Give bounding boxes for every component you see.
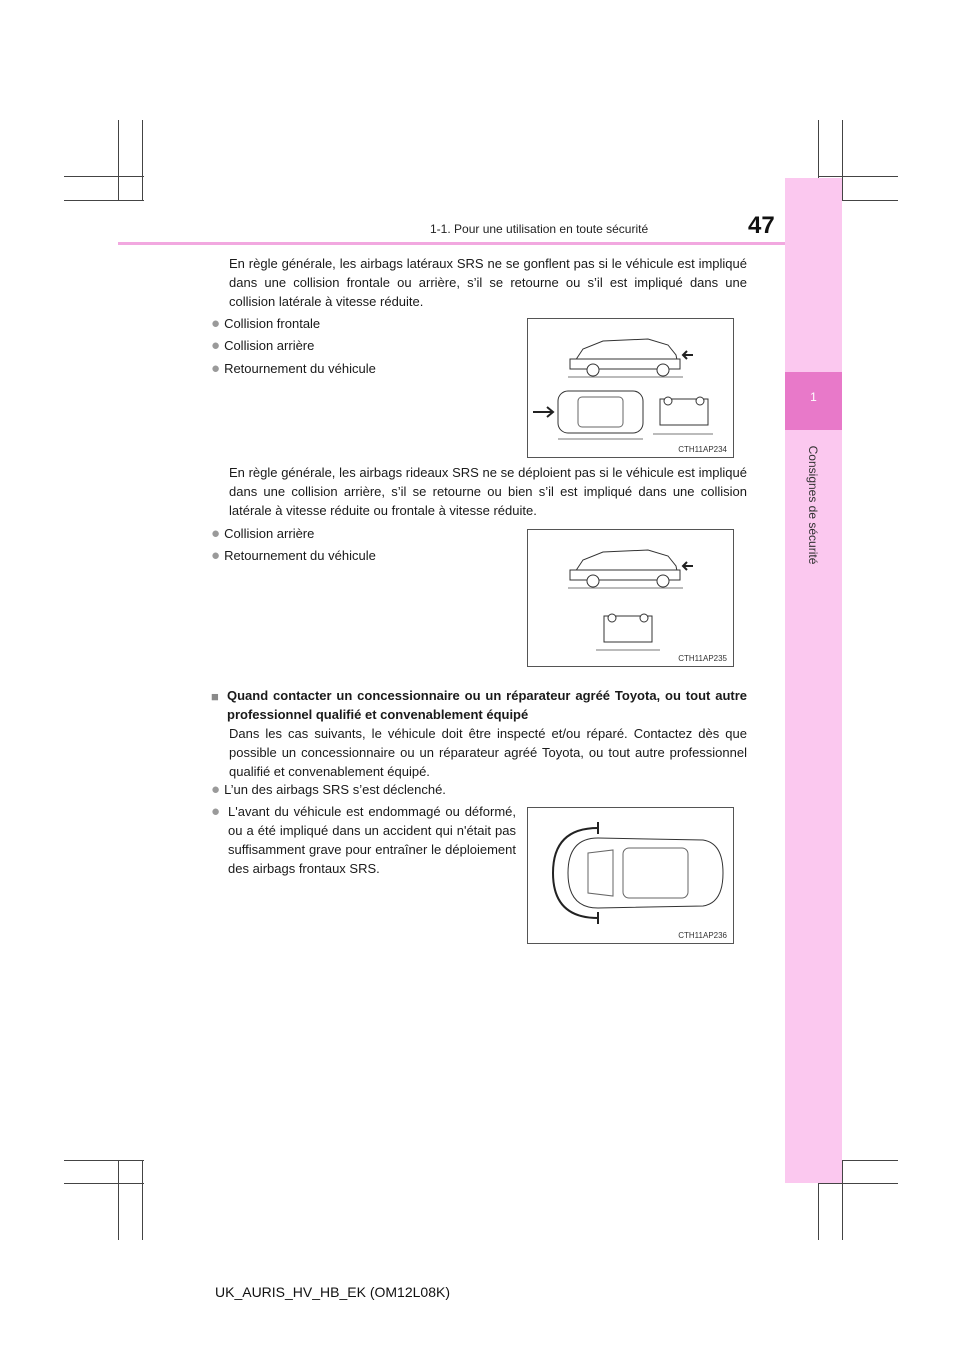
- section-title: 1-1. Pour une utilisation en toute sécurité: [430, 222, 649, 236]
- list-item: ● Retournement du véhicule: [211, 360, 376, 377]
- figure-side-airbag-cases: [527, 318, 734, 458]
- section-heading: ■ Quand contacter un concessionnaire ou un réparateur agréé Toyota, ou tout autre professionnel qualifié et convenablement équipé: [211, 688, 747, 722]
- car-illustration-icon: [528, 319, 733, 457]
- crop-mark: [64, 176, 144, 177]
- crop-mark: [118, 1160, 119, 1240]
- list-item: ● Collision arrière: [211, 337, 315, 354]
- car-top-view-icon: [528, 808, 733, 943]
- square-bullet-icon: ■: [211, 689, 219, 704]
- bullet-icon: ●: [211, 337, 221, 354]
- figure-curtain-airbag-cases: [527, 529, 734, 667]
- list-item: ● Collision arrière: [211, 525, 315, 542]
- figure-front-damage: [527, 807, 734, 944]
- bullet-icon: ●: [211, 781, 221, 798]
- crop-mark: [142, 120, 143, 200]
- figure-code: CTH11AP235: [678, 654, 727, 663]
- bullet-icon: ●: [211, 525, 221, 542]
- manual-code: UK_AURIS_HV_HB_EK (OM12L08K): [215, 1284, 450, 1300]
- crop-mark: [842, 1160, 843, 1240]
- page-number: 47: [748, 212, 775, 239]
- figure-code: CTH11AP236: [678, 931, 727, 940]
- bullet-icon: ●: [211, 315, 221, 332]
- bullet-icon: ●: [211, 803, 221, 820]
- bullet-icon: ●: [211, 547, 221, 564]
- chapter-number: 1: [810, 390, 817, 404]
- chapter-label: Consignes de sécurité: [806, 445, 820, 565]
- paragraph-inspection: Dans les cas suivants, le véhicule doit être inspecté et/ou réparé. Contactez dès que possible un concessionnaire ou un réparateur agréé Toyota, ou tout autre professionnel qualifié et convenablement équipé.: [229, 726, 747, 779]
- crop-mark: [64, 1183, 144, 1184]
- list-item: ● L'avant du véhicule est endommagé ou déformé, ou a été impliqué dans un accident qui n'était pas suffisamment grave pour entraîner le déploiement des airbags frontaux SRS.: [211, 803, 516, 876]
- crop-mark: [118, 120, 119, 200]
- car-illustration-icon: [528, 530, 733, 666]
- paragraph-side-airbags: En règle générale, les airbags latéraux SRS ne se gonflent pas si le véhicule est impliqué dans une collision frontale ou arrière, s’il se retourne ou s’il est impliqué dans une collision latérale à vitesse réduite.: [229, 256, 747, 309]
- list-item: ● Collision frontale: [211, 315, 321, 332]
- crop-mark: [818, 1183, 898, 1184]
- chapter-sidebar: [785, 178, 842, 1183]
- list-item: ● Retournement du véhicule: [211, 547, 376, 564]
- header-rule: [118, 242, 785, 245]
- crop-mark: [818, 176, 898, 177]
- crop-mark: [842, 120, 843, 200]
- crop-mark: [142, 1160, 143, 1240]
- crop-mark: [64, 1160, 144, 1161]
- crop-mark: [64, 200, 144, 201]
- bullet-icon: ●: [211, 360, 221, 377]
- list-item: ● L’un des airbags SRS s’est déclenché.: [211, 781, 446, 798]
- figure-code: CTH11AP234: [678, 445, 727, 454]
- paragraph-curtain-airbags: En règle générale, les airbags rideaux SRS ne se déploient pas si le véhicule est impliqué dans une collision arrière, s’il se retourne ou bien s’il est impliqué dans une collision latérale à vitesse réduite ou frontale à vitesse réduite.: [229, 465, 747, 518]
